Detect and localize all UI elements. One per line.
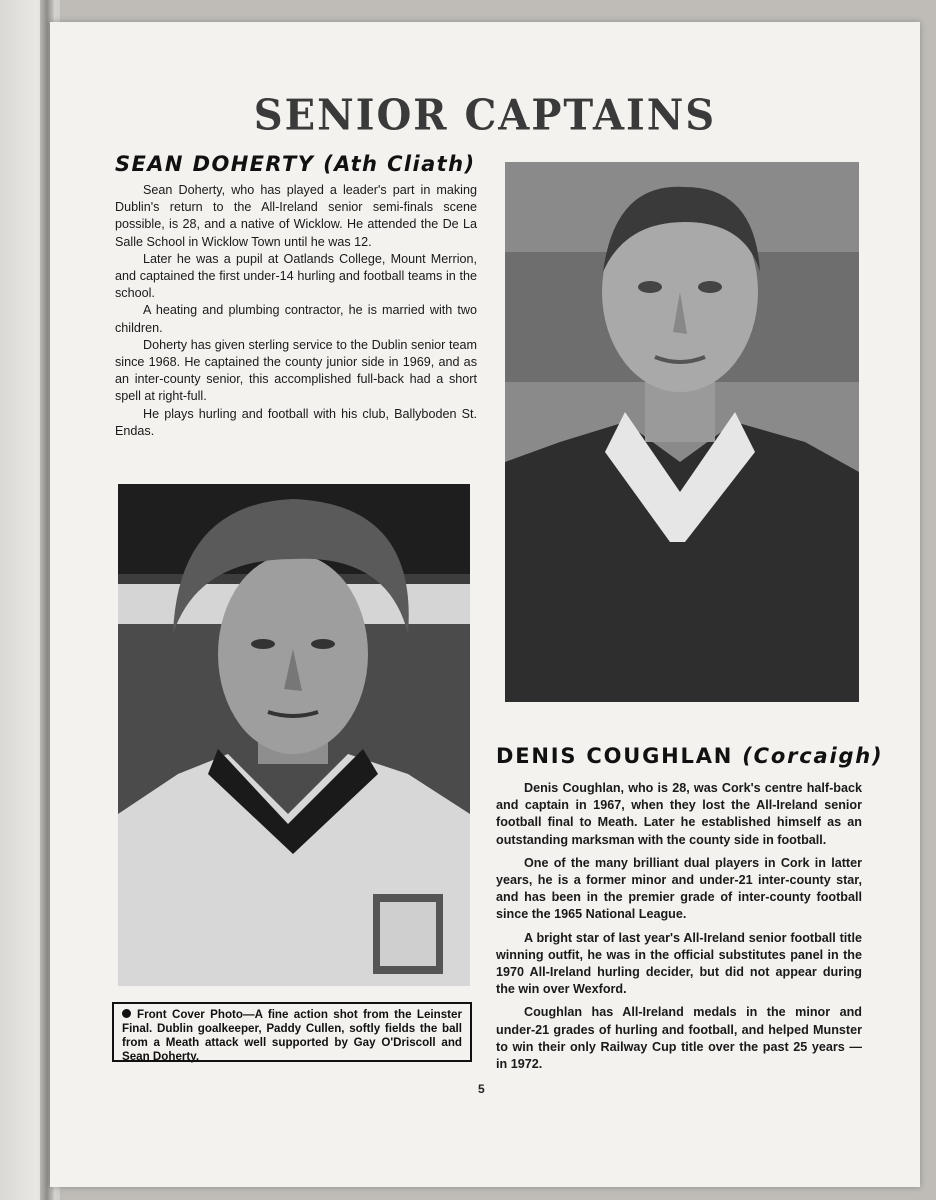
article1-paragraph: He plays hurling and football with his club, Ballyboden St. Endas. [115,406,477,438]
bullet-icon [122,1009,131,1018]
caption-text: Front Cover Photo—A fine action shot from the Leinster Final. Dublin goalkeeper, Paddy Cullen, softly fields the ball from a Meath attack well supported by Gay O'Driscoll and Sean Doherty. [122,1008,462,1063]
program-page [50,22,920,1187]
page-title: SENIOR CAPTAINS [253,90,717,141]
photo-sean-doherty [118,484,470,986]
article2-body [496,780,862,1079]
article1-paragraph: Sean Doherty, who has played a leader's part in making Dublin's return to the All-Ireland senior semi-finals scene possible, is 28, and a native of Wicklow. He attended the De La Salle School in Wicklow Town until he was 12. [115,183,477,249]
article1-paragraph: A heating and plumbing contractor, he is married with two children. [115,303,477,335]
portrait-illustration [118,484,470,986]
article1-paragraph: Doherty has given sterling service to the Dublin senior team since 1968. He captained the county junior side in 1969, and as an inter-county senior, this accomplished full-back had a short spell at right-full. [115,337,477,404]
page-number: 5 [478,1082,485,1096]
article1-heading: SEAN DOHERTY (Ath Cliath) [115,152,476,176]
article2-heading-county: (Corcaigh) [742,744,884,768]
article2-paragraph: Coughlan has All-Ireland medals in the minor and under-21 grades of hurling and football, and helped Munster to win their only Railway Cup title over the past 25 years — in 1972. [496,1005,862,1072]
article2-paragraph: One of the many brilliant dual players in Cork in latter years, he is a former minor and under-21 inter-county star, and has been in the premier grade of inter-county football since the 1965 National League. [496,855,862,922]
article1-body [115,182,477,440]
article2-heading-name: DENIS COUGHLAN [496,744,734,768]
article1-paragraph: Later he was a pupil at Oatlands College, Mount Merrion, and captained the first under-14 hurling and football teams in the school. [115,251,477,301]
portrait-illustration [505,162,859,702]
photo-denis-coughlan [505,162,859,702]
front-cover-caption [112,1002,472,1062]
article2-heading [496,744,883,768]
article2-paragraph: A bright star of last year's All-Ireland senior football title winning outfit, he was in the official substitutes panel in the 1970 All-Ireland hurling decider, but did not appear during the win over Wexford. [496,930,862,997]
article2-paragraph: Denis Coughlan, who is 28, was Cork's centre half-back and captain in 1967, when they lost the All-Ireland senior football final to Meath. Later he established himself as an outstanding marksman with the county side in football. [496,781,862,847]
